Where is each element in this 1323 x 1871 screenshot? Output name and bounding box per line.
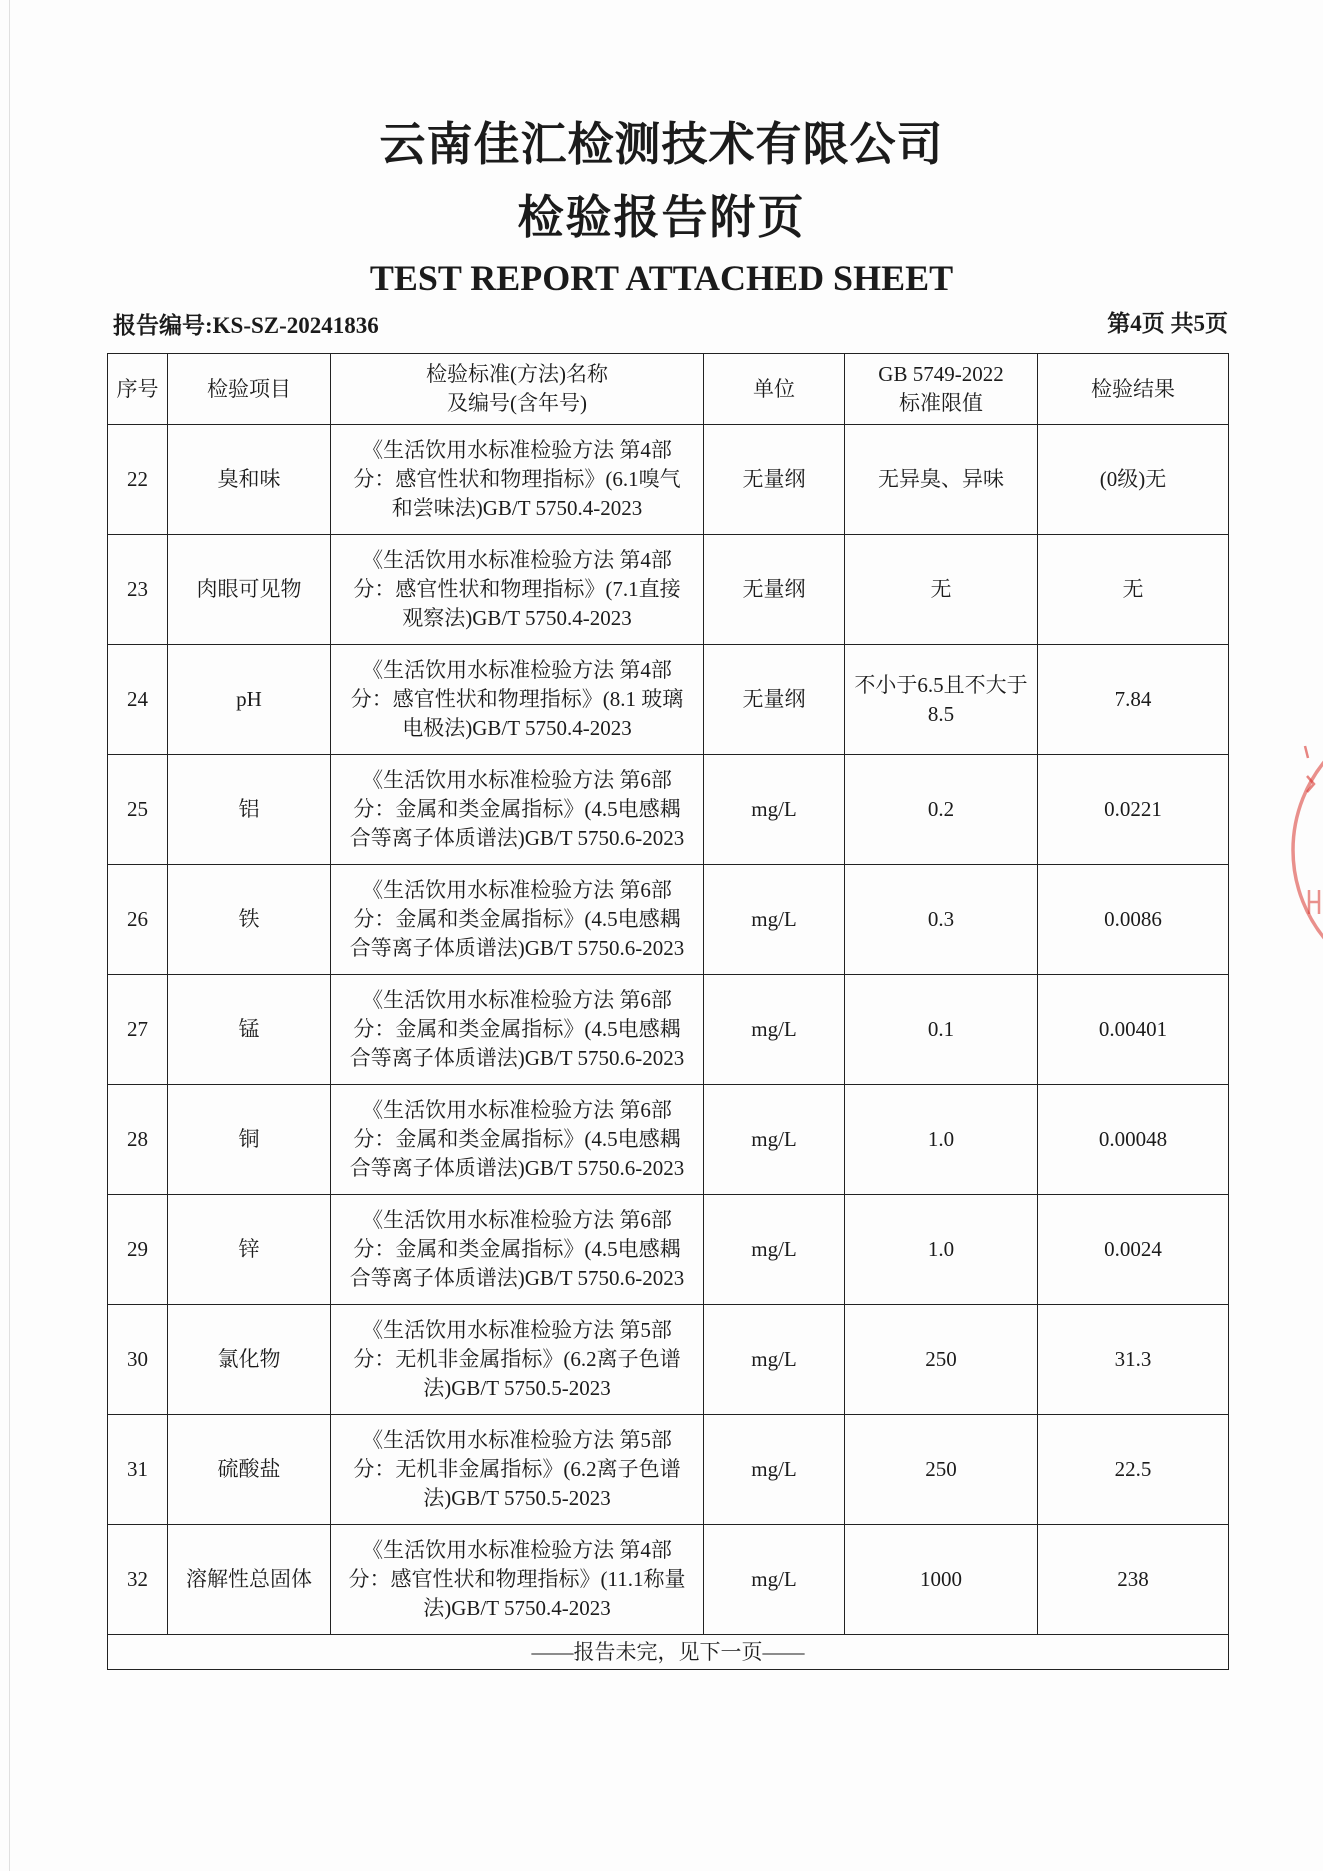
method-line: 分：金属和类金属指标》(4.5电感耦 — [353, 1127, 681, 1151]
row-index: 32 — [108, 1525, 168, 1635]
limit-line: 1.0 — [927, 1237, 955, 1261]
method-line: 《生活饮用水标准检验方法 第6部 — [362, 988, 672, 1012]
method-line: 法)GB/T 5750.5-2023 — [423, 1376, 611, 1400]
continued-notice: ——报告未完，见下一页—— — [108, 1635, 1229, 1670]
method-line: 观察法)GB/T 5750.4-2023 — [402, 606, 632, 630]
method-line: 《生活饮用水标准检验方法 第5部 — [362, 1428, 672, 1452]
row-result: (0级)无 — [1038, 425, 1229, 535]
method-line: 合等离子体质谱法)GB/T 5750.6-2023 — [349, 936, 685, 960]
method-line: 分：无机非金属指标》(6.2离子色谱 — [353, 1457, 681, 1481]
row-result: 0.00048 — [1038, 1085, 1229, 1195]
header-method-line: 及编号(含年号) — [447, 391, 587, 415]
header-unit: 单位 — [704, 354, 845, 425]
row-unit: 无量纲 — [704, 425, 845, 535]
report-number: 报告编号:KS-SZ-20241836 — [113, 313, 379, 338]
row-test-item: pH — [168, 645, 331, 755]
row-result: 0.0024 — [1038, 1195, 1229, 1305]
method-line: 《生活饮用水标准检验方法 第6部 — [362, 1098, 672, 1122]
row-result: 0.0086 — [1038, 865, 1229, 975]
row-test-item: 锰 — [168, 975, 331, 1085]
row-unit: mg/L — [704, 755, 845, 865]
method-line: 分：金属和类金属指标》(4.5电感耦 — [353, 1017, 681, 1041]
header-limit-line: GB 5749-2022 — [878, 362, 1004, 386]
limit-line: 无异臭、异味 — [878, 467, 1004, 491]
limit-line: 8.5 — [927, 701, 955, 726]
row-limit — [845, 975, 1038, 1085]
header-method-line: 检验标准(方法)名称 — [426, 362, 608, 386]
row-result: 0.0221 — [1038, 755, 1229, 865]
row-index: 24 — [108, 645, 168, 755]
table-row — [108, 865, 1229, 975]
header-limit — [845, 354, 1038, 425]
row-method — [331, 1525, 704, 1635]
row-index: 31 — [108, 1415, 168, 1525]
table-row — [108, 1305, 1229, 1415]
row-method — [331, 1085, 704, 1195]
row-index: 27 — [108, 975, 168, 1085]
row-test-item: 硫酸盐 — [168, 1415, 331, 1525]
limit-line: 不小于6.5且不大于 — [854, 672, 1028, 697]
row-test-item: 铁 — [168, 865, 331, 975]
header-result: 检验结果 — [1038, 354, 1229, 425]
table-row — [108, 645, 1229, 755]
row-method — [331, 1415, 704, 1525]
row-result: 238 — [1038, 1525, 1229, 1635]
row-index: 25 — [108, 755, 168, 865]
method-line: 法)GB/T 5750.5-2023 — [423, 1486, 611, 1510]
method-line: 分：金属和类金属指标》(4.5电感耦 — [353, 1237, 681, 1261]
row-test-item: 锌 — [168, 1195, 331, 1305]
table-row — [108, 535, 1229, 645]
row-method — [331, 975, 704, 1085]
limit-line: 1.0 — [927, 1127, 955, 1151]
row-unit: 无量纲 — [704, 535, 845, 645]
row-test-item: 铝 — [168, 755, 331, 865]
limit-line: 250 — [925, 1347, 957, 1371]
seal-stamp-fragment — [1283, 700, 1323, 1000]
method-line: 《生活饮用水标准检验方法 第6部 — [362, 768, 672, 792]
page-title-english: TEST REPORT ATTACHED SHEET — [369, 258, 954, 298]
method-line: 《生活饮用水标准检验方法 第4部 — [362, 1538, 672, 1562]
row-index: 23 — [108, 535, 168, 645]
row-limit — [845, 425, 1038, 535]
row-unit: mg/L — [704, 1085, 845, 1195]
table-row — [108, 755, 1229, 865]
table-row — [108, 975, 1229, 1085]
method-line: 分：感官性状和物理指标》(7.1直接 — [353, 577, 681, 601]
row-result: 0.00401 — [1038, 975, 1229, 1085]
limit-line: 0.3 — [927, 907, 955, 931]
page-title-chinese: 检验报告附页 — [517, 192, 806, 243]
table-row — [108, 1525, 1229, 1635]
method-line: 法)GB/T 5750.4-2023 — [423, 1596, 611, 1620]
row-unit: 无量纲 — [704, 645, 845, 755]
row-result: 7.84 — [1038, 645, 1229, 755]
row-limit — [845, 865, 1038, 975]
row-limit — [845, 1305, 1038, 1415]
method-line: 分：金属和类金属指标》(4.5电感耦 — [353, 907, 681, 931]
method-line: 和尝味法)GB/T 5750.4-2023 — [391, 496, 643, 520]
row-method — [331, 645, 704, 755]
row-method — [331, 1195, 704, 1305]
method-line: 分：无机非金属指标》(6.2离子色谱 — [353, 1347, 681, 1371]
row-test-item: 臭和味 — [168, 425, 331, 535]
method-line: 合等离子体质谱法)GB/T 5750.6-2023 — [349, 826, 685, 850]
row-index: 29 — [108, 1195, 168, 1305]
row-unit: mg/L — [704, 1415, 845, 1525]
table-row — [108, 1415, 1229, 1525]
row-test-item: 氯化物 — [168, 1305, 331, 1415]
row-limit — [845, 1525, 1038, 1635]
method-line: 《生活饮用水标准检验方法 第5部 — [362, 1318, 672, 1342]
method-line: 合等离子体质谱法)GB/T 5750.6-2023 — [349, 1046, 685, 1070]
row-unit: mg/L — [704, 975, 845, 1085]
limit-line: 0.1 — [927, 1017, 955, 1041]
row-test-item: 溶解性总固体 — [168, 1525, 331, 1635]
row-index: 22 — [108, 425, 168, 535]
row-limit — [845, 1085, 1038, 1195]
row-unit: mg/L — [704, 1195, 845, 1305]
row-unit: mg/L — [704, 865, 845, 975]
method-line: 《生活饮用水标准检验方法 第6部 — [362, 878, 672, 902]
method-line: 合等离子体质谱法)GB/T 5750.6-2023 — [349, 1156, 685, 1180]
row-limit — [845, 1415, 1038, 1525]
page-counter: 第4页 共5页 — [1107, 311, 1228, 336]
header-index: 序号 — [108, 354, 168, 425]
row-unit: mg/L — [704, 1305, 845, 1415]
method-line: 分：感官性状和物理指标》(8.1 玻璃 — [350, 687, 684, 711]
table-row — [108, 425, 1229, 535]
limit-line: 1000 — [920, 1567, 962, 1591]
method-line: 分：金属和类金属指标》(4.5电感耦 — [353, 797, 681, 821]
row-method — [331, 535, 704, 645]
method-line: 《生活饮用水标准检验方法 第6部 — [362, 1208, 672, 1232]
row-result: 31.3 — [1038, 1305, 1229, 1415]
method-line: 合等离子体质谱法)GB/T 5750.6-2023 — [349, 1266, 685, 1290]
limit-line: 无 — [930, 577, 952, 601]
method-line: 分：感官性状和物理指标》(6.1嗅气 — [353, 467, 681, 491]
method-line: 电极法)GB/T 5750.4-2023 — [402, 716, 632, 740]
header-limit-line: 标准限值 — [899, 391, 983, 415]
table-row — [108, 1195, 1229, 1305]
row-result: 22.5 — [1038, 1415, 1229, 1525]
row-index: 28 — [108, 1085, 168, 1195]
row-result: 无 — [1038, 535, 1229, 645]
method-line: 《生活饮用水标准检验方法 第4部 — [362, 658, 672, 682]
header-test-item: 检验项目 — [168, 354, 331, 425]
row-method — [331, 755, 704, 865]
row-limit — [845, 535, 1038, 645]
method-line: 《生活饮用水标准检验方法 第4部 — [362, 438, 672, 462]
limit-line: 0.2 — [927, 797, 955, 821]
row-test-item: 肉眼可见物 — [168, 535, 331, 645]
row-index: 26 — [108, 865, 168, 975]
row-method — [331, 425, 704, 535]
table-row — [108, 1085, 1229, 1195]
row-limit — [845, 755, 1038, 865]
row-method — [331, 865, 704, 975]
table-footer-row — [108, 1635, 1229, 1670]
row-method — [331, 1305, 704, 1415]
test-results-table — [107, 353, 1229, 1670]
header-method — [331, 354, 704, 425]
table-header-row — [108, 354, 1229, 425]
row-index: 30 — [108, 1305, 168, 1415]
row-test-item: 铜 — [168, 1085, 331, 1195]
limit-line: 250 — [925, 1457, 957, 1481]
company-name: 云南佳汇检测技术有限公司 — [379, 119, 944, 170]
row-limit — [845, 1195, 1038, 1305]
row-unit: mg/L — [704, 1525, 845, 1635]
method-line: 分：感官性状和物理指标》(11.1称量 — [348, 1567, 686, 1591]
method-line: 《生活饮用水标准检验方法 第4部 — [362, 548, 672, 572]
row-limit — [845, 645, 1038, 755]
